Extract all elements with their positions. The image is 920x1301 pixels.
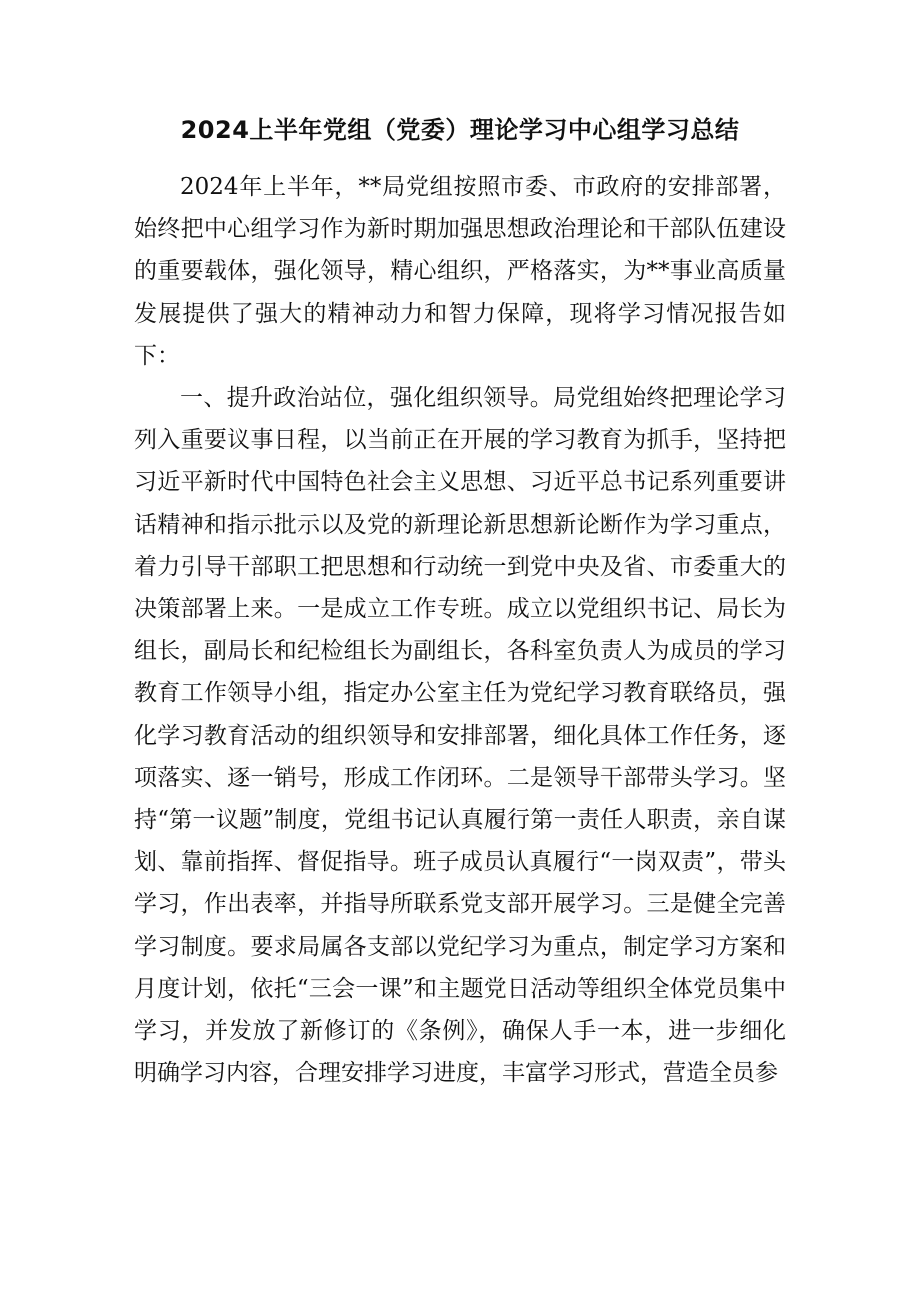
intro-paragraph: 2024年上半年，**局党组按照市委、市政府的安排部署，始终把中心组学习作为新时期加强思想政治理论和干部队伍建设的重要载体，强化领导，精心组织，严格落实，为**事业高质量发展提供了强大的精神动力和智力保障，现将学习情况报告如下：	[134, 174, 786, 369]
document-body	[134, 166, 786, 1094]
document-title: 2024上半年党组（党委）理论学习中心组学习总结	[180, 116, 740, 144]
section-one-paragraph: 一、提升政治站位，强化组织领导。局党组始终把理论学习列入重要议事日程，以当前正在开展的学习教育为抓手，坚持把习近平新时代中国特色社会主义思想、习近平总书记系列重要讲话精神和指示批示以及党的新理论新思想新论断作为学习重点，着力引导干部职工把思想和行动统一到党中央及省、市委重大的决策部署上来。一是成立工作专班。成立以党组织书记、局长为组长，副局长和纪检组长为副组长，各科室负责人为成员的学习教育工作领导小组，指定办公室主任为党纪学习教育联络员，强化学习教育活动的组织领导和安排部署，细化具体工作任务，逐项落实、逐一销号，形成工作闭环。二是领导干部带头学习。坚持“第一议题”制度，党组书记认真履行第一责任人职责，亲自谋划、靠前指挥、督促指导。班子成员认真履行“一岗双责”，带头学习，作出表率，并指导所联系党支部开展学习。三是健全完善学习制度。要求局属各支部以党纪学习为重点，制定学习方案和月度计划，依托“三会一课”和主题党日活动等组织全体党员集中学习，并发放了新修订的《条例》，确保人手一本，进一步细化明确学习内容，合理安排学习进度，丰富学习形式，营造全员参	[134, 385, 786, 1087]
